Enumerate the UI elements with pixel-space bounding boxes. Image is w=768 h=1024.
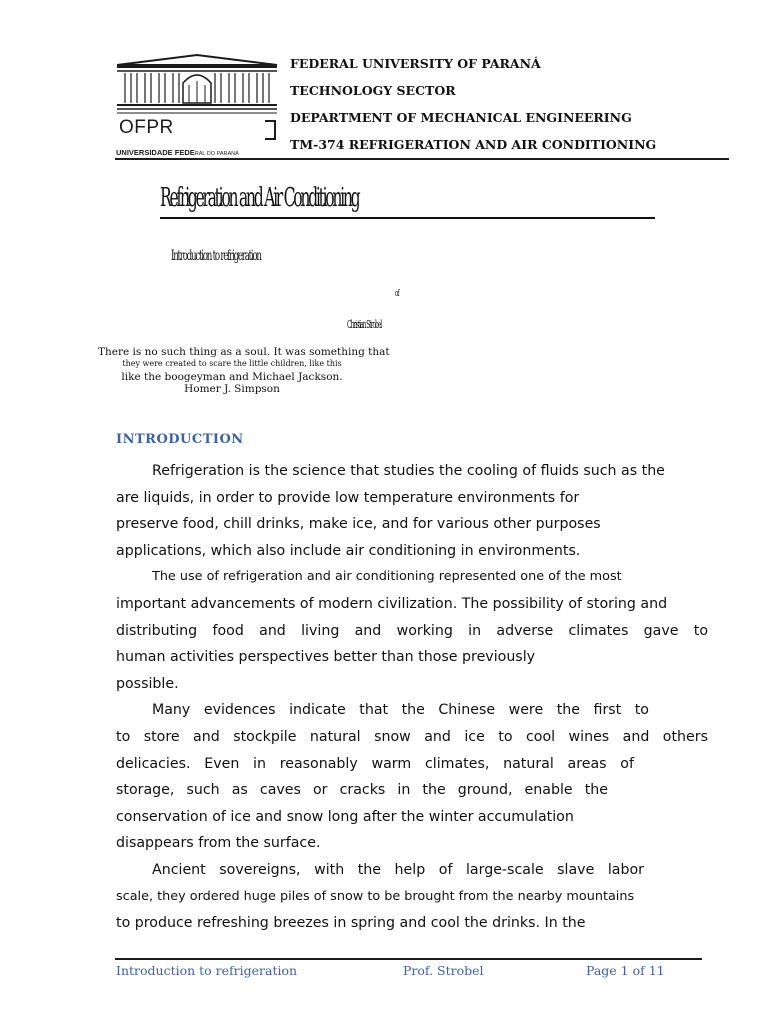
- ufpr-logo: [115, 53, 280, 158]
- body-line: disappears from the surface.: [116, 835, 321, 852]
- footer-center: Prof. Strobel: [403, 963, 484, 978]
- footer-divider: [115, 958, 702, 960]
- author-name: Christian Strobel: [347, 318, 382, 331]
- body-line: Ancient sovereigns, with the help of large-scale slave labor: [152, 861, 644, 878]
- logo-acronym: OFPR: [119, 117, 174, 138]
- body-line: storage, such as caves or cracks in the ground, enable the: [116, 782, 608, 799]
- body-text: [116, 461, 708, 940]
- footer-left: Introduction to refrigeration: [116, 963, 298, 978]
- body-line: human activities perspectives better than those previously: [116, 649, 536, 666]
- body-line: are liquids, in order to provide low temperature environments for: [116, 489, 580, 506]
- body-line: possible.: [116, 675, 179, 692]
- body-line: to produce refreshing breezes in spring and cool the drinks. In the: [116, 915, 586, 932]
- epigraph-attribution: Homer J. Simpson: [184, 383, 280, 395]
- institution-line-3: DEPARTMENT OF MECHANICAL ENGINEERING: [290, 110, 632, 125]
- body-line: Refrigeration is the science that studies the cooling of fluids such as the: [152, 463, 665, 479]
- page-number: Page 1 of 11: [586, 963, 665, 978]
- body-line: The use of refrigeration and air conditioning represented one of the most: [152, 569, 622, 585]
- body-line: applications, which also include air conditioning in environments.: [116, 542, 581, 559]
- by-label: of: [395, 289, 400, 299]
- body-line: delicacies. Even in reasonably warm climates, natural areas of: [116, 755, 634, 772]
- body-line: scale, they ordered huge piles of snow to be brought from the nearby mountains: [116, 888, 635, 904]
- epigraph: [98, 346, 390, 395]
- epigraph-line: There is no such thing as a soul. It was something that: [98, 346, 390, 358]
- body-line: Many evidences indicate that the Chinese were the first to: [152, 702, 649, 719]
- header-divider: [115, 158, 729, 160]
- logo-university-text: UNIVERSIDADE FEDERAL DO PARANÁ: [116, 148, 239, 157]
- institution-line-4: TM-374 REFRIGERATION AND AIR CONDITIONING: [290, 137, 657, 152]
- document-title: Refrigeration and Air Conditioning: [160, 183, 655, 219]
- body-line: to store and stockpile natural snow and ice to cool wines and others: [116, 728, 708, 745]
- body-line: important advancements of modern civilization. The possibility of storing and: [116, 595, 668, 612]
- body-line: conservation of ice and snow long after the winter accumulation: [116, 808, 574, 825]
- institution-line-2: TECHNOLOGY SECTOR: [290, 83, 456, 98]
- epigraph-line: like the boogeyman and Michael Jackson.: [121, 371, 343, 383]
- section-heading: INTRODUCTION: [116, 432, 244, 447]
- body-line: preserve food, chill drinks, make ice, and for various other purposes: [116, 516, 601, 533]
- body-line: distributing food and living and working in adverse climates gave to: [116, 622, 708, 639]
- institution-line-1: FEDERAL UNIVERSITY OF PARANÁ: [290, 56, 541, 71]
- document-subtitle: Introduction to refrigeration: [171, 248, 261, 264]
- epigraph-line: they were created to scare the little children, like this: [122, 359, 342, 368]
